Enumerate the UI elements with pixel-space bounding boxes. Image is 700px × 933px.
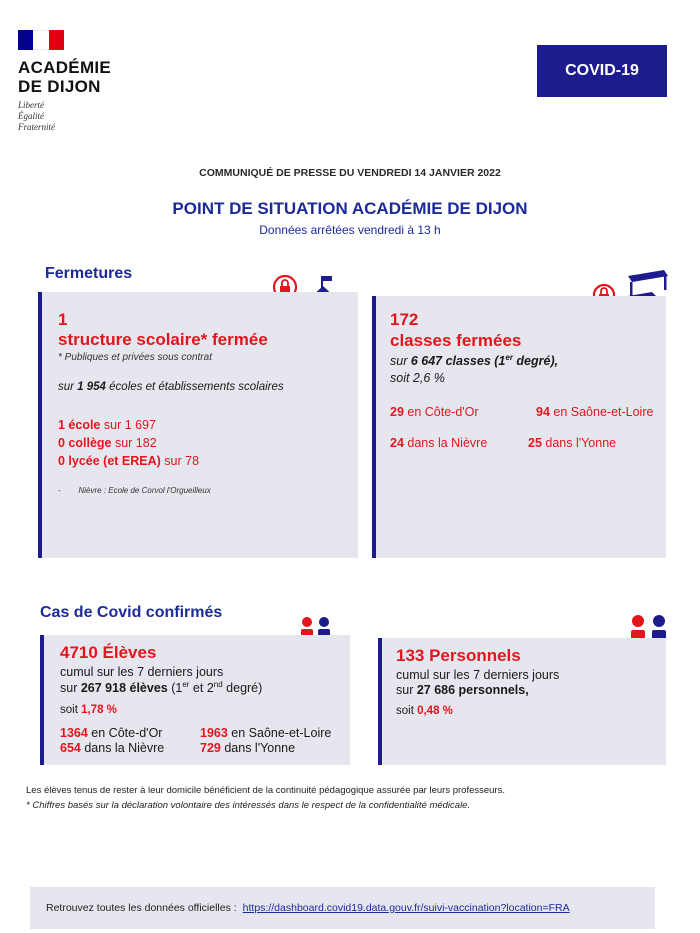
note-continuite: Les élèves tenus de rester à leur domicile bénéficient de la continuité pédagogique assurée par leurs professeurs. xyxy=(26,785,505,796)
personnels-period: cumul sur les 7 derniers jours xyxy=(396,668,560,682)
structures-count: 1 xyxy=(58,310,68,329)
eleves-dept-yonne: 729 dans l'Yonne xyxy=(200,741,296,755)
personnels-total: sur 27 686 personnels, xyxy=(396,683,529,697)
eleves-dept-cote-dor: 1364 en Côte-d'Or xyxy=(60,726,163,740)
academy-logo xyxy=(18,30,138,140)
classes-dept-yonne: 25 dans l'Yonne xyxy=(528,436,617,450)
section-title-fermetures: Fermetures xyxy=(45,265,133,282)
breakdown-lycee: 0 lycée (et EREA) sur 78 xyxy=(58,454,200,468)
breakdown-ecole: 1 école sur 1 697 xyxy=(58,418,156,432)
covid-badge: COVID-19 xyxy=(537,45,667,97)
card-structures-fermees xyxy=(38,292,358,558)
structures-label: structure scolaire* fermée xyxy=(58,330,268,349)
structures-detail: - Nièvre : Ecole de Corvol l'Orgueilleux xyxy=(58,486,211,495)
classes-total: sur 6 647 classes (1er degré), xyxy=(390,353,559,369)
structures-note: * Publiques et privées sous contrat xyxy=(58,352,212,363)
section-title-cas: Cas de Covid confirmés xyxy=(40,604,223,621)
card-cas-eleves xyxy=(40,635,350,765)
footer-label: Retrouvez toutes les données officielles : xyxy=(46,902,237,914)
eleves-dept-saone-et-loire: 1963 en Saône-et-Loire xyxy=(200,726,332,740)
eleves-total: sur 267 918 élèves (1er et 2nd degré) xyxy=(60,680,263,696)
page-title: POINT DE SITUATION ACADÉMIE DE DIJON xyxy=(172,199,528,218)
french-flag-icon xyxy=(18,30,64,50)
personnels-rate: soit 0,48 % xyxy=(396,705,453,717)
footer-bar xyxy=(30,887,655,929)
eleves-dept-nievre: 654 dans la Nièvre xyxy=(60,741,165,755)
classes-label: classes fermées xyxy=(390,331,522,350)
eleves-headline: 4710 Élèves xyxy=(60,643,157,662)
press-release-heading: COMMUNIQUÉ DE PRESSE DU VENDREDI 14 JANVIER 2022 xyxy=(199,167,501,179)
eleves-rate: soit 1,78 % xyxy=(60,704,117,716)
structures-breakdown xyxy=(58,416,199,470)
eleves-period: cumul sur les 7 derniers jours xyxy=(60,665,224,679)
breakdown-college: 0 collège sur 182 xyxy=(58,436,157,450)
classes-dept-saone-et-loire: 94 en Saône-et-Loire xyxy=(536,405,654,419)
classes-dept-cote-dor: 29 en Côte-d'Or xyxy=(390,405,479,419)
page-subtitle: Données arrêtées vendredi à 13 h xyxy=(259,223,441,237)
card-classes-fermees xyxy=(372,296,666,558)
structures-total: sur 1 954 écoles et établissements scolaires xyxy=(58,381,284,393)
card-cas-personnels xyxy=(378,638,666,765)
logo-title: ACADÉMIE DE DIJON xyxy=(18,58,112,96)
personnels-headline: 133 Personnels xyxy=(396,646,521,665)
republic-motto: Liberté Égalité Fraternité xyxy=(18,100,55,132)
classes-rate: soit 2,6 % xyxy=(390,371,445,385)
classes-dept-nievre: 24 dans la Nièvre xyxy=(390,436,488,450)
footer-link[interactable]: https://dashboard.covid19.data.gouv.fr/suivi-vaccination?location=FRA xyxy=(242,902,570,914)
note-chiffres: * Chiffres basés sur la déclaration volontaire des intéressés dans le respect de la confidentialité médicale. xyxy=(26,800,471,811)
classes-count: 172 xyxy=(390,310,419,329)
